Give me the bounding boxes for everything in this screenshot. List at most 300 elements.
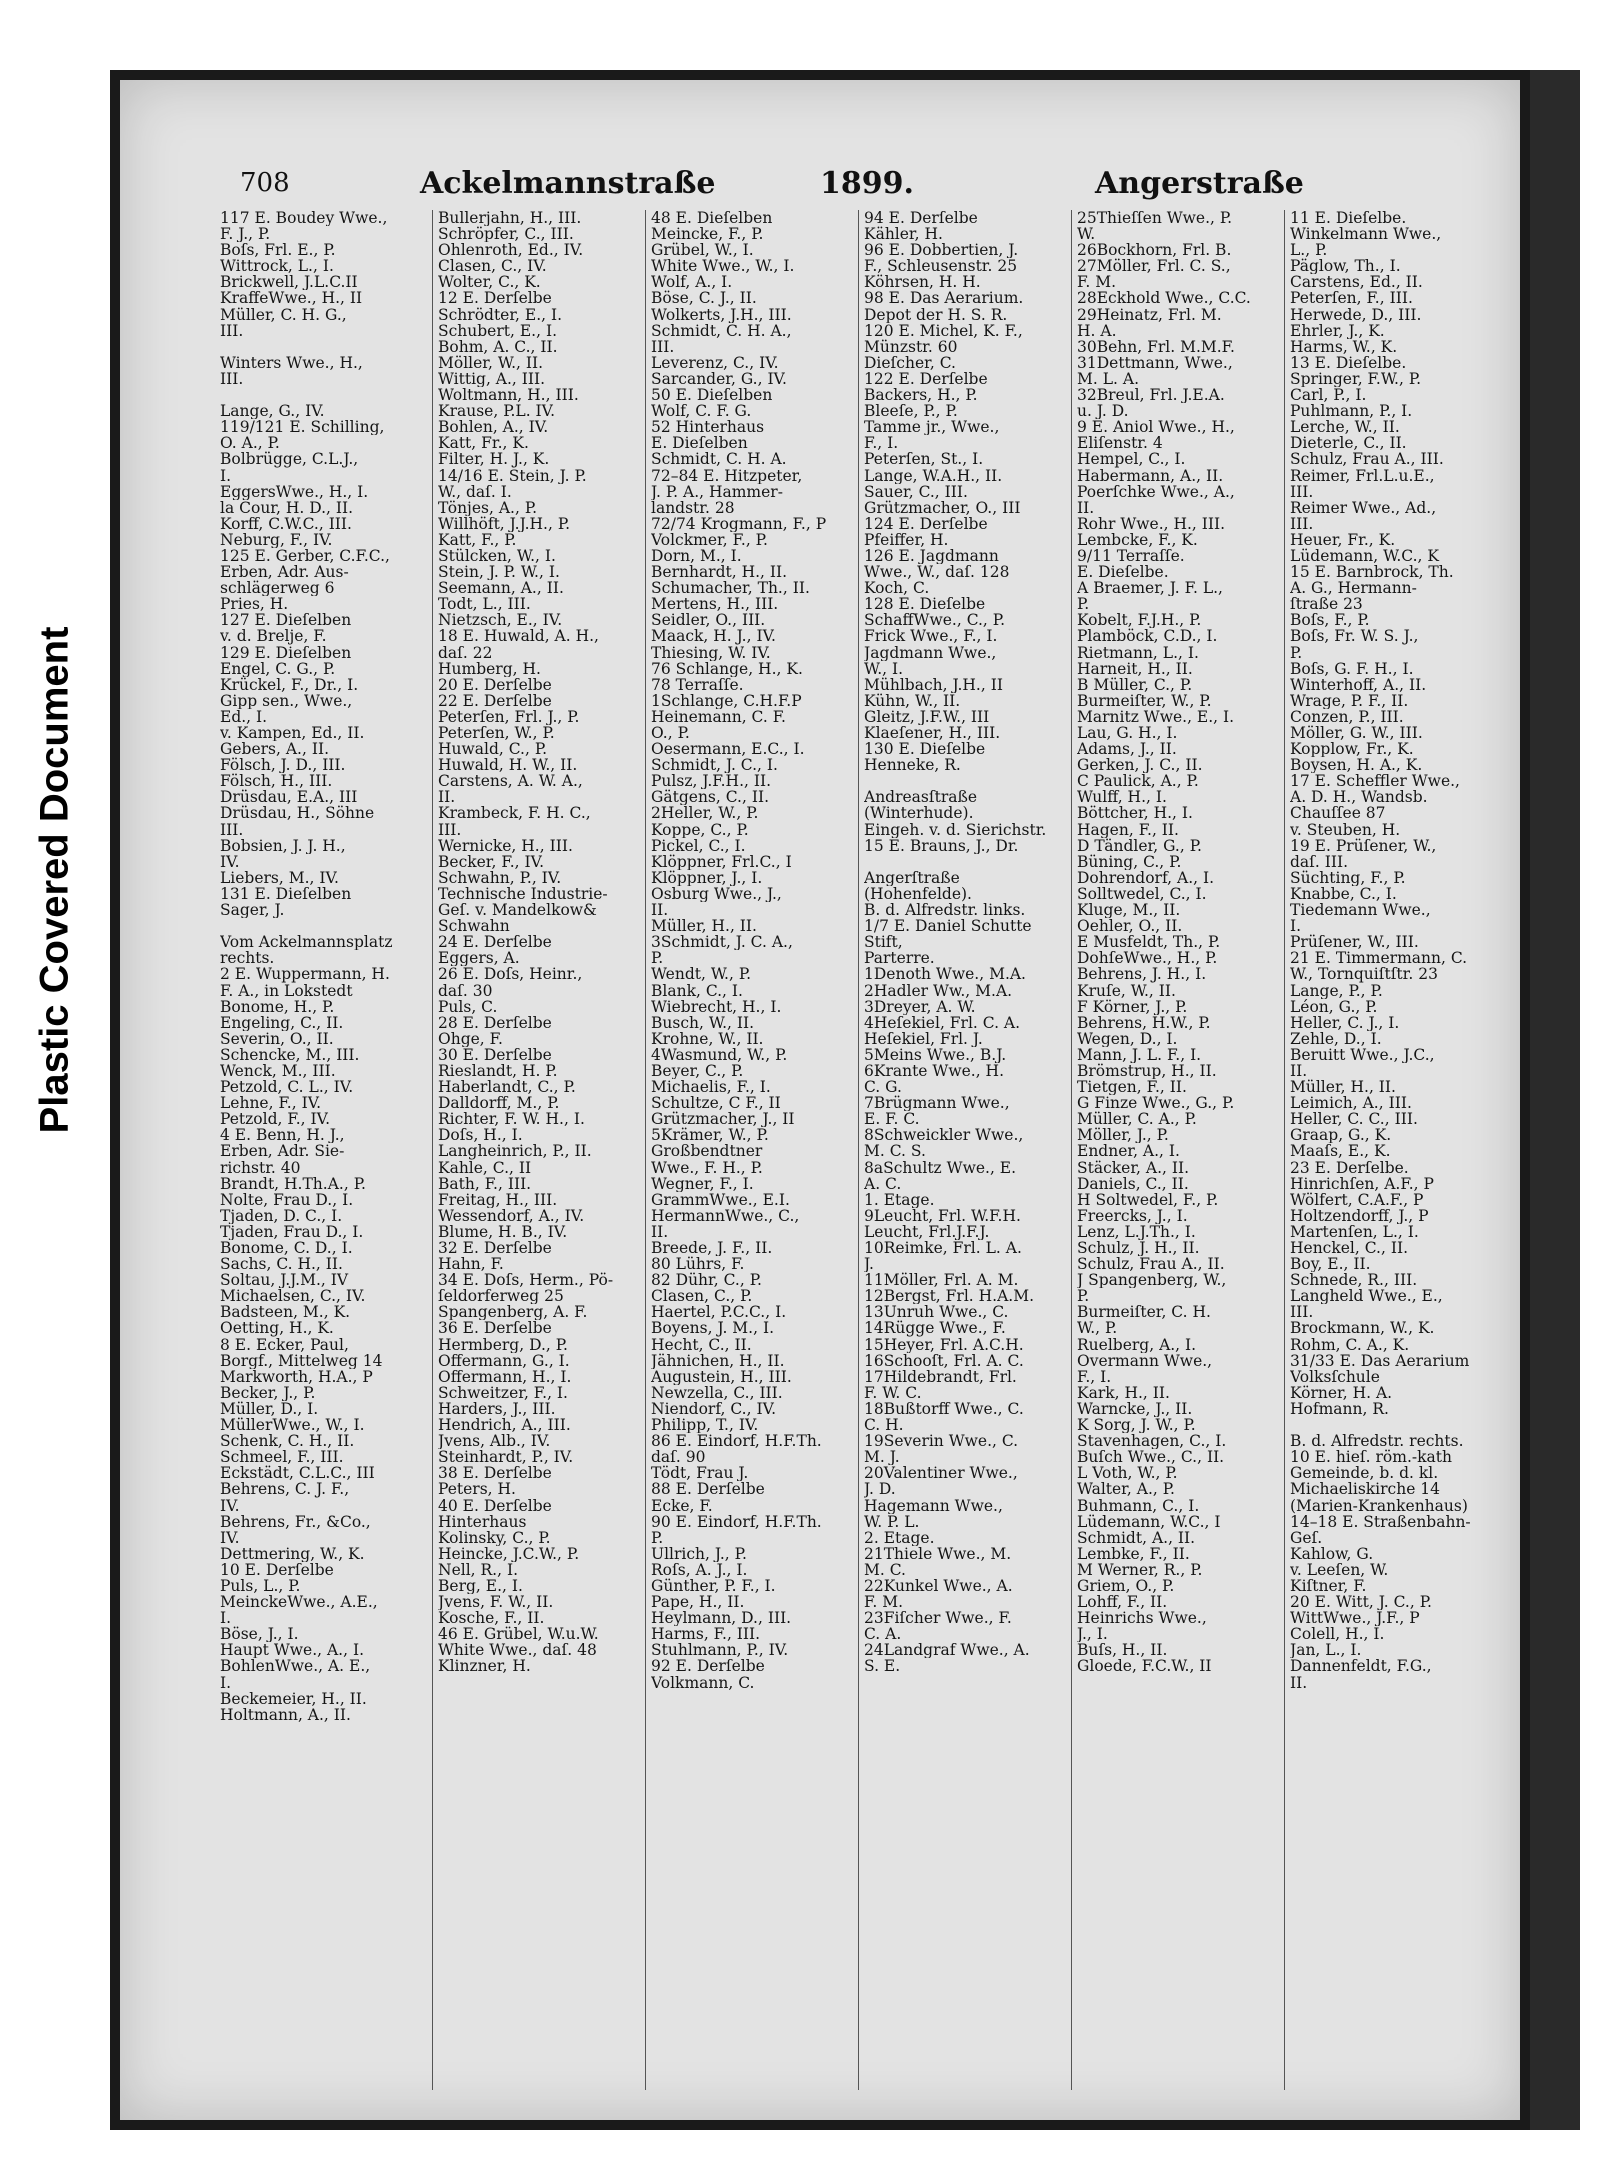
directory-entry: 40 E. Derſelbe (438, 1497, 552, 1514)
directory-entry: Hendrich, A., III. (438, 1417, 571, 1434)
directory-entry: Tiedemann Wwe., (1290, 902, 1431, 919)
directory-entry: 72–84 E. Hitzpeter, (651, 467, 803, 484)
directory-entry: Buſch Wwe., C., II. (1077, 1449, 1225, 1466)
directory-entry: 8Schweickler Wwe., (864, 1127, 1024, 1144)
directory-entry: Becker, J., P. (220, 1384, 316, 1401)
directory-entry: Koppe, C., P. (651, 821, 749, 838)
directory-entry: Frick Wwe., F., I. (864, 628, 998, 645)
column-6 (1290, 210, 1485, 2090)
directory-entry: Schulz, Frau A., II. (1077, 1256, 1225, 1273)
directory-entry: 10Reimke, Frl. L. A. (864, 1240, 1022, 1257)
directory-entry: Rohm, C. A., K. (1290, 1336, 1410, 1353)
directory-entry: White Wwe., daſ. 48 (438, 1642, 597, 1659)
directory-entry (864, 854, 1064, 870)
directory-entry: E. F. C. (864, 1111, 920, 1128)
directory-entry: G Finze Wwe., G., P. (1077, 1095, 1235, 1112)
directory-entry: Dannenfeldt, F.G., (1290, 1658, 1432, 1675)
directory-entry: Boſs, Fr. W. S. J., (1290, 628, 1419, 645)
directory-entry: 2Heller, W., P. (651, 805, 759, 822)
directory-entry: 14Rügge Wwe., F. (864, 1320, 1006, 1337)
directory-entry: rechts. (220, 950, 275, 967)
directory-entry: 76 Schlange, H., K. (651, 660, 803, 677)
directory-entry: Zehle, D., I. (1290, 1030, 1382, 1047)
directory-entry: Tjaden, D. C., I. (220, 1207, 343, 1224)
directory-entry: Behrens, Fr., &Co., (220, 1513, 371, 1530)
directory-entry: Kobelt, F.J.H., P. (1077, 612, 1202, 629)
directory-entry: Schmidt, A., II. (1077, 1529, 1196, 1546)
directory-entry: landstr. 28 (651, 499, 735, 516)
directory-entry: III. (1290, 515, 1314, 532)
directory-entry: W., P. (1077, 1320, 1118, 1337)
directory-entry: Boſs, G. F. H., I. (1290, 660, 1414, 677)
directory-entry: Philipp, T., IV. (651, 1417, 759, 1434)
directory-entry: richstr. 40 (220, 1159, 301, 1176)
directory-entry: 11Möller, Frl. A. M. (864, 1272, 1019, 1289)
directory-entry: 86 E. Eindorf, H.F.Th. (651, 1433, 822, 1450)
directory-entry: Jvens, Alb., IV. (438, 1433, 551, 1450)
directory-entry: Geſ. v. Mandelkow& (438, 902, 597, 919)
directory-entry: Volckmer, F., P. (651, 531, 768, 548)
directory-entry: Lembke, F., II. (1077, 1545, 1190, 1562)
directory-entry: 20 E. Witt, J. C., P. (1290, 1594, 1432, 1611)
directory-entry: Koch, C. (864, 580, 930, 597)
directory-entry: Gloede, F.C.W., II (1077, 1658, 1212, 1675)
directory-entry: Sauer, C., III. (864, 483, 968, 500)
directory-page (120, 80, 1520, 2120)
directory-entry: Müller, C. H. G., (220, 306, 347, 323)
directory-entry: A. D. H., Wandsb. (1290, 789, 1428, 806)
directory-entry: F. A., in Lokstedt (220, 982, 353, 999)
directory-entry: Stift, (864, 934, 903, 951)
directory-entry: Hinrichſen, A.F., P (1290, 1175, 1434, 1192)
directory-entry: O. A., P. (220, 435, 280, 452)
directory-entry: Brandt, H.Th.A., P. (220, 1175, 366, 1192)
directory-entry: Stuhlmann, P., IV. (651, 1642, 789, 1659)
directory-entry: Leimich, A., III. (1290, 1095, 1412, 1112)
directory-entry: Burmeiſter, W., P. (1077, 692, 1212, 709)
directory-entry: Wernicke, H., III. (438, 837, 573, 854)
directory-entry: Leucht, Frl.J.F.J. (864, 1223, 990, 1240)
directory-entry: Boſs, Frl. E., P. (220, 242, 336, 259)
directory-entry: A Braemer, J. F. L., (1077, 580, 1223, 597)
directory-entry: la Cour, H. D., II. (220, 499, 354, 516)
directory-entry: Bonome, H., P. (220, 998, 335, 1015)
directory-entry: Heſekiel, Frl. J. (864, 1030, 983, 1047)
directory-entry: 38 E. Derſelbe (438, 1465, 552, 1482)
directory-entry: Technische Industrie- (438, 885, 608, 903)
directory-entry: Thiesing, W. IV. (651, 644, 771, 661)
column-2 (438, 210, 638, 2090)
directory-entry: 29Heinatz, Frl. M. (1077, 306, 1222, 323)
directory-entry: Berg, E., I. (438, 1577, 523, 1595)
directory-entry: Kruſe, W., II. (1077, 982, 1176, 999)
directory-entry: 21Thiele Wwe., M. (864, 1545, 1012, 1562)
directory-entry: F. M. (864, 1594, 903, 1611)
directory-entry: Ohlenroth, Ed., IV. (438, 242, 584, 259)
directory-entry: 19 E. Prüſener, W., (1290, 837, 1437, 854)
directory-entry: Schmidt, C. H. A. (651, 451, 787, 468)
directory-entry: Maaſs, E., K. (1290, 1143, 1391, 1160)
directory-entry: 6Krante Wwe., H. (864, 1062, 1004, 1080)
directory-entry: Wegner, F., I. (651, 1175, 754, 1192)
directory-entry: EggersWwe., H., I. (220, 483, 369, 500)
directory-entry: Heinemann, C. F. (651, 708, 786, 725)
directory-entry: Lerche, W., II. (1290, 419, 1400, 436)
directory-entry: Jvens, F. W., II. (438, 1594, 554, 1611)
directory-entry: Wittrock, L., I. (220, 258, 334, 275)
directory-entry: Blank, C., I. (651, 982, 743, 999)
directory-entry: Filter, H. J., K. (438, 451, 550, 468)
directory-entry: Clasen, C., P. (651, 1288, 753, 1305)
directory-entry: 8 E. Ecker, Paul, (220, 1336, 349, 1353)
directory-entry: W., daſ. I. (438, 483, 512, 500)
directory-entry: E. Dieſelbe. (1077, 564, 1169, 581)
directory-entry: Puls, C. (438, 998, 498, 1015)
directory-entry: Günther, P. F., I. (651, 1577, 776, 1595)
directory-entry: Breede, J. F., II. (651, 1240, 773, 1257)
directory-entry: IV. (220, 853, 240, 870)
column-4 (864, 210, 1064, 2090)
directory-entry: Eingeh. v. d. Sierichstr. (864, 821, 1047, 838)
directory-entry: Habermann, A., II. (1077, 467, 1224, 484)
left-margin (0, 0, 110, 2177)
directory-entry: Münzstr. 60 (864, 338, 958, 355)
directory-entry: Dalldorff, M., P. (438, 1095, 560, 1112)
directory-entry: F., Schleusenstr. 25 (864, 258, 1018, 275)
directory-entry: Offermann, G., I. (438, 1352, 570, 1369)
directory-entry: III. (651, 338, 675, 355)
directory-entry: 4Heſekiel, Frl. C. A. (864, 1014, 1021, 1031)
directory-entry: F. M. (1077, 274, 1116, 291)
directory-entry: Katt, F., P. (438, 531, 517, 548)
directory-entry (864, 773, 1064, 789)
directory-entry: Puhlmann, P., I. (1290, 403, 1413, 420)
directory-entry: Müller, D., I. (220, 1400, 319, 1418)
directory-entry: Freitag, H., III. (438, 1191, 558, 1208)
directory-entry: 15Heyer, Frl. A.C.H. (864, 1336, 1024, 1353)
directory-entry: Geſ. (1290, 1529, 1323, 1546)
directory-entry: J. D. (864, 1481, 896, 1498)
directory-entry: Heller, C. C., III. (1290, 1111, 1418, 1128)
directory-entry: Langheld Wwe., E., (1290, 1288, 1443, 1305)
directory-entry: Behrens, J. H., I. (1077, 966, 1207, 983)
directory-entry: Reimer Wwe., Ad., (1290, 499, 1437, 516)
directory-entry: (Hohenfelde). (864, 885, 972, 903)
directory-entry: Lüdemann, W.C., K (1290, 547, 1439, 565)
directory-entry: Petzold, F., IV. (220, 1111, 331, 1128)
directory-entry: Lüdemann, W.C., I (1077, 1513, 1221, 1530)
directory-entry: DohſeWwe., H., P. (1077, 950, 1218, 967)
directory-entry: Griem, O., P. (1077, 1577, 1175, 1595)
directory-entry: Kluge, M., II. (1077, 902, 1181, 919)
directory-entry: schlägerweg 6 (220, 580, 335, 597)
directory-entry: Müller, H., II. (651, 918, 757, 935)
directory-entry: K Sorg, J. W., P. (1077, 1417, 1196, 1434)
directory-entry: Haupt Wwe., A., I. (220, 1642, 364, 1659)
directory-entry: Mann, J. L. F., I. (1077, 1046, 1202, 1063)
directory-entry: 20Valentiner Wwe., (864, 1465, 1018, 1482)
directory-entry: Ohge, F. (438, 1030, 503, 1047)
directory-entry: Möller, W., II. (438, 354, 544, 371)
directory-entry: Hagemann Wwe., (864, 1497, 1003, 1514)
directory-entry: Bonome, C. D., I. (220, 1240, 353, 1257)
directory-entry: 25Thieſſen Wwe., P. (1077, 210, 1233, 227)
directory-entry: Hempel, C., I. (1077, 451, 1186, 468)
directory-entry: Holtmann, A., II. (220, 1706, 351, 1723)
page-edge (1530, 70, 1580, 2130)
directory-entry: 82 Dühr, C., P. (651, 1272, 762, 1289)
directory-entry: H Soltwedel, F., P. (1077, 1191, 1219, 1208)
directory-entry: Ruelberg, A., I. (1077, 1336, 1197, 1353)
directory-entry: Endner, A., I. (1077, 1143, 1180, 1160)
directory-entry: L Voth, W., P. (1077, 1465, 1178, 1482)
directory-entry: Brömstrup, H., II. (1077, 1062, 1217, 1080)
directory-entry: Beruitt Wwe., J.C., (1290, 1046, 1435, 1063)
directory-entry: Kolinsky, C., P. (438, 1529, 551, 1546)
directory-entry: Wiebrecht, H., I. (651, 998, 782, 1015)
directory-entry: Buhmann, C., I. (1077, 1497, 1200, 1514)
directory-entry: Humberg, H. (438, 660, 541, 677)
directory-entry: 50 E. Dieſelben (651, 387, 773, 404)
column-divider (858, 210, 859, 2090)
directory-entry: Schultze, C F., II (651, 1095, 781, 1112)
directory-entry: 18 E. Huwald, A. H., (438, 628, 599, 645)
directory-entry: Depot der H. S. R. (864, 306, 1008, 323)
directory-entry: Borgf., Mittelweg 14 (220, 1352, 383, 1369)
directory-entry: Boysen, H. A., K. (1290, 757, 1423, 774)
directory-entry: Chauſſee 87 (1290, 805, 1386, 822)
directory-entry: Heylmann, D., III. (651, 1610, 792, 1627)
directory-entry: 26Bockhorn, Frl. B. (1077, 242, 1232, 259)
directory-entry: Erben, Adr. Aus- (220, 564, 349, 581)
directory-entry: P. (651, 950, 664, 967)
directory-entry: Hofmann, R. (1290, 1400, 1389, 1418)
directory-entry: ſtraße 23 (1290, 596, 1363, 613)
directory-entry: Steinhardt, P., IV. (438, 1449, 574, 1466)
directory-entry: 1. Etage. (864, 1191, 935, 1208)
directory-entry: Neburg, F., IV. (220, 531, 333, 548)
directory-entry: I. (220, 1674, 232, 1691)
directory-entry: 117 E. Boudey Wwe., (220, 210, 388, 227)
directory-entry: 9/11 Terraſſe. (1077, 547, 1185, 565)
directory-entry: 48 E. Dieſelben (651, 210, 773, 227)
directory-entry: Müller, C. A., P. (1077, 1111, 1197, 1128)
directory-entry: Schrödter, E., I. (438, 306, 563, 323)
directory-entry: Stavenhagen, C., I. (1077, 1433, 1227, 1450)
directory-entry: Heuer, Fr., K. (1290, 531, 1396, 548)
directory-entry: Bohlen, A., IV. (438, 419, 549, 436)
directory-entry: Kosche, F., II. (438, 1610, 545, 1627)
directory-entry: 122 E. Derſelbe (864, 370, 988, 388)
directory-entry: Wölfert, C.A.F., P (1290, 1191, 1424, 1208)
directory-entry: Adams, J., II. (1077, 741, 1177, 758)
directory-entry: Soltau, J.J.M., IV (220, 1272, 349, 1289)
directory-entry: II. (1077, 499, 1095, 516)
directory-entry: Sachs, C. H., II. (220, 1256, 343, 1273)
directory-entry: Krambeck, F. H. C., (438, 805, 591, 822)
running-head-right: Angerstraße (1095, 166, 1304, 201)
directory-entry: (Winterhude). (864, 805, 974, 822)
directory-entry: Kopplow, Fr., K. (1290, 741, 1414, 758)
directory-entry: Schulz, Frau A., III. (1290, 451, 1444, 468)
directory-entry: 3Schmidt, J. C. A., (651, 934, 793, 951)
directory-entry: v. Steuben, H. (1290, 821, 1401, 838)
directory-entry: J. P. A., Hammer- (651, 483, 783, 500)
directory-entry (220, 339, 425, 355)
directory-entry: Offermann, H., I. (438, 1368, 572, 1385)
directory-entry: Ullrich, J., P. (651, 1545, 747, 1562)
directory-entry: Winkelmann Wwe., (1290, 226, 1442, 243)
directory-entry: 131 E. Dieſelben (220, 885, 352, 903)
directory-entry: Peterſen, F., III. (1290, 290, 1413, 307)
directory-entry: Leverenz, C., IV. (651, 354, 779, 371)
directory-entry: C. G. (864, 1079, 902, 1096)
directory-entry: II. (1290, 1674, 1308, 1691)
directory-entry: Overmann Wwe., (1077, 1352, 1213, 1369)
directory-entry: Herwede, D., III. (1290, 306, 1422, 323)
directory-entry: Backers, H., P. (864, 387, 978, 404)
directory-entry: Rieslandt, H. P. (438, 1062, 558, 1080)
directory-entry: 128 E. Dieſelbe (864, 596, 986, 613)
directory-entry: Engel, C. G., P. (220, 660, 336, 677)
directory-entry: Hinterhaus (438, 1513, 527, 1530)
directory-entry: Puls, L., P. (220, 1577, 301, 1595)
directory-entry: 13 E. Dieſelbe. (1290, 354, 1407, 371)
directory-entry: Fölsch, H., III. (220, 773, 333, 790)
directory-entry: 12 E. Derſelbe (438, 290, 552, 307)
directory-entry: Liebers, M., IV. (220, 869, 339, 886)
directory-entry: 26 E. Doſs, Heinr., (438, 966, 583, 983)
directory-entry: Lange, W.A.H., II. (864, 467, 1003, 484)
directory-entry: Clasen, C., IV. (438, 258, 547, 275)
directory-entry: 78 Terraſſe. (651, 676, 744, 693)
directory-entry: 129 E. Dieſelben (220, 644, 352, 661)
directory-entry: Dettmering, W., K. (220, 1545, 365, 1562)
directory-entry: W., Tornquiſtſtr. 23 (1290, 966, 1438, 983)
directory-entry: Schumacher, Th., II. (651, 580, 810, 597)
directory-entry: Lenz, L.J.Th., I. (1077, 1223, 1196, 1240)
directory-entry: daſ. 30 (438, 982, 493, 999)
directory-entry: Harms, F., III. (651, 1626, 761, 1643)
directory-entry: II. (438, 789, 456, 806)
directory-entry: 10 E. Derſelbe (220, 1561, 334, 1578)
directory-entry: KraffeWwe., H., II (220, 290, 363, 307)
directory-entry: 120 E. Michel, K. F., (864, 322, 1023, 339)
directory-entry: Schweitzer, F., I. (438, 1384, 568, 1401)
directory-entry: Hagen, F., II. (1077, 821, 1179, 838)
directory-entry: Doſs, H., I. (438, 1127, 523, 1144)
directory-entry: I. (1290, 918, 1302, 935)
directory-entry: 14–18 E. Straßenbahn- (1290, 1513, 1471, 1530)
directory-entry: Schwahn (438, 918, 510, 935)
directory-entry: 30 E. Derſelbe (438, 1046, 552, 1063)
directory-entry: Wendt, W., P. (651, 966, 752, 983)
directory-entry: daſ. III. (1290, 853, 1349, 870)
directory-entry: 124 E. Derſelbe (864, 515, 988, 532)
directory-entry: Woltmann, H., III. (438, 387, 579, 404)
directory-entry: Hahn, F. (438, 1256, 504, 1273)
directory-entry: Eliſenstr. 4 (1077, 435, 1163, 452)
directory-entry: 4Wasmund, W., P. (651, 1046, 788, 1063)
directory-entry: 119/121 E. Schilling, (220, 419, 385, 436)
directory-entry: II. (651, 902, 669, 919)
directory-entry: MüllerWwe., W., I. (220, 1417, 365, 1434)
directory-entry: Stäcker, A., II. (1077, 1159, 1190, 1176)
directory-entry: WittWwe., J.F., P (1290, 1610, 1420, 1627)
directory-entry: Wessendorf, A., IV. (438, 1207, 585, 1224)
directory-entry: C. H. (864, 1417, 904, 1434)
directory-entry: Spangenberg, A. F. (438, 1304, 588, 1321)
directory-entry: Peterſen, W., P. (438, 725, 555, 742)
directory-entry: Todt, L., III. (438, 596, 531, 613)
directory-entry: Markworth, H.A., P (220, 1368, 373, 1385)
column-3 (651, 210, 851, 2090)
directory-entry: 5Krämer, W., P. (651, 1127, 769, 1144)
directory-entry: W., I. (864, 660, 904, 677)
directory-entry: Lohff, F., II. (1077, 1594, 1168, 1611)
directory-entry: 24 E. Derſelbe (438, 934, 552, 951)
directory-entry: Rohr Wwe., H., III. (1077, 515, 1226, 532)
directory-entry: Stein, J. P. W., I. (438, 564, 560, 581)
directory-entry: Winterhoff, A., II. (1290, 676, 1427, 693)
directory-entry: ſeldorferweg 25 (438, 1288, 564, 1305)
directory-entry: 9 E. Aniol Wwe., H., (1077, 419, 1235, 436)
directory-entry: Peterſen, Frl. J., P. (438, 708, 580, 725)
directory-entry: P. (1077, 1288, 1090, 1305)
directory-entry: 22 E. Derſelbe (438, 692, 552, 709)
directory-entry: 28Eckhold Wwe., C.C. (1077, 290, 1251, 307)
directory-entry: Carl, P., I. (1290, 387, 1367, 404)
directory-entry: J Spangenberg, W., (1077, 1272, 1227, 1289)
directory-entry: 2 E. Wuppermann, H. (220, 966, 390, 983)
directory-entry: Petzold, C. L., IV. (220, 1079, 354, 1096)
directory-entry: Bullerjahn, H., III. (438, 210, 582, 227)
directory-entry: III. (1290, 1304, 1314, 1321)
directory-entry: Graap, G., K. (1290, 1127, 1392, 1144)
directory-entry: Gebers, A., II. (220, 741, 330, 758)
directory-entry: Oesermann, E.C., I. (651, 741, 805, 758)
directory-entry: 5Meins Wwe., B.J. (864, 1046, 1007, 1063)
directory-entry: Ehrler, J., K. (1290, 322, 1385, 339)
directory-entry: 23 E. Derſelbe. (1290, 1159, 1409, 1176)
directory-entry: 16Schooſt, Frl. A. C. (864, 1352, 1024, 1369)
directory-entry: M. J. (864, 1449, 900, 1466)
column-divider (645, 210, 646, 2090)
directory-entry: B. d. Alfredstr. links. (864, 902, 1026, 919)
directory-entry: W. (1077, 226, 1096, 243)
directory-entry: Buſs, H., II. (1077, 1642, 1168, 1659)
directory-entry: Pries, H. (220, 596, 289, 613)
directory-entry: Becker, F., IV. (438, 853, 545, 870)
directory-entry: Behrens, C. J. F., (220, 1481, 350, 1498)
directory-entry: Willhöft, J.J.H., P. (438, 515, 571, 532)
directory-entry: Tietgen, F., II. (1077, 1079, 1187, 1096)
directory-entry: M Werner, R., P. (1077, 1561, 1203, 1578)
directory-entry: P. (1077, 596, 1090, 613)
directory-entry: E Musfeldt, Th., P. (1077, 934, 1221, 951)
directory-entry: BohlenWwe., A. E., (220, 1658, 371, 1675)
directory-entry: Kähler, H. (864, 226, 943, 243)
directory-entry: Fölsch, J. D., III. (220, 757, 346, 774)
directory-entry: (Marien-Krankenhaus) (1290, 1497, 1468, 1514)
directory-entry: Sarcander, G., IV. (651, 370, 787, 388)
directory-entry: Henckel, C., II. (1290, 1240, 1408, 1257)
directory-entry: I. (220, 467, 232, 484)
directory-entry: Burmeiſter, C. H. (1077, 1304, 1211, 1321)
directory-entry: SchaffWwe., C., P. (864, 612, 1005, 629)
directory-entry: HermannWwe., C., (651, 1207, 800, 1224)
directory-entry: 9Leucht, Frl. W.F.H. (864, 1207, 1021, 1224)
